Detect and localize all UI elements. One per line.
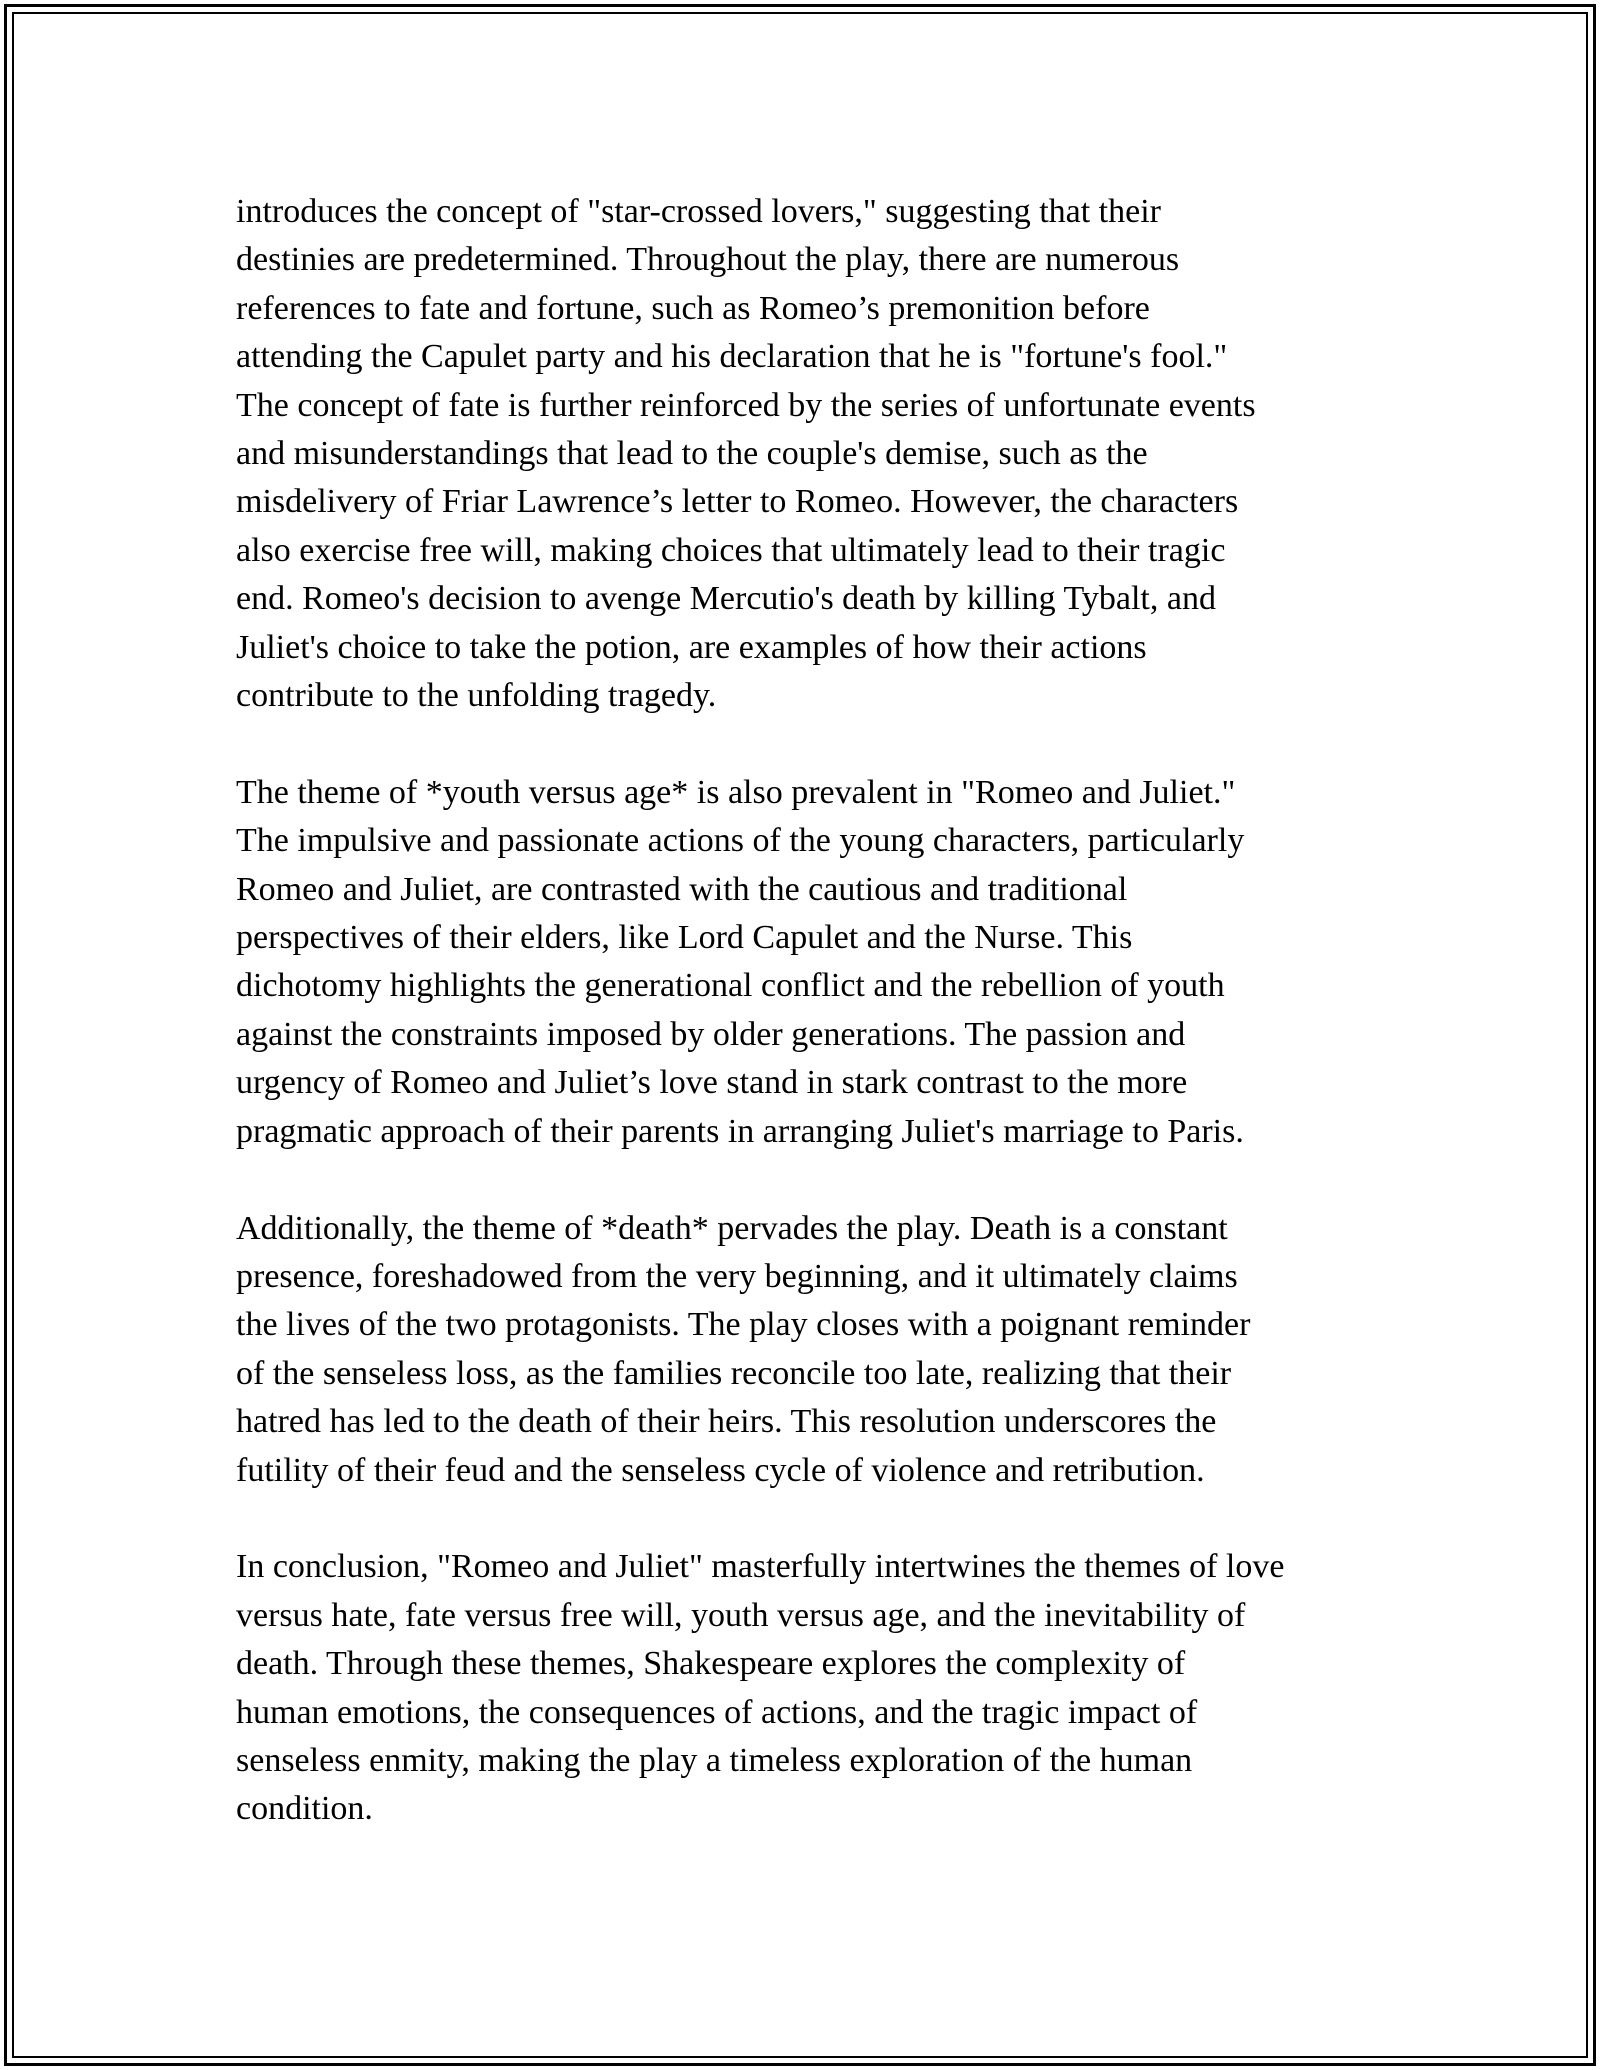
text-line: references to fate and fortune, such as Romeo’s premonition before <box>236 289 1150 327</box>
text-line: also exercise free will, making choices that ultimately lead to their tragic <box>236 531 1226 569</box>
text-line: human emotions, the consequences of actions, and the tragic impact of <box>236 1693 1198 1731</box>
text-line: hatred has led to the death of their heirs. This resolution underscores the <box>236 1403 1217 1441</box>
text-line: misdelivery of Friar Lawrence’s letter to Romeo. However, the characters <box>236 483 1239 521</box>
text-line: death. Through these themes, Shakespeare explores the complexity of <box>236 1645 1186 1683</box>
text-line: senseless enmity, making the play a timeless exploration of the human <box>236 1741 1193 1779</box>
text-line: Juliet's choice to take the potion, are examples of how their actions <box>236 628 1147 666</box>
paragraph <box>236 1205 1396 1495</box>
text-line: dichotomy highlights the generational conflict and the rebellion of youth <box>236 967 1225 1005</box>
text-line: against the constraints imposed by older generations. The passion and <box>236 1015 1186 1053</box>
paragraph <box>236 188 1396 720</box>
text-line: introduces the concept of "star-crossed lovers," suggesting that their <box>236 193 1161 230</box>
text-line: The concept of fate is further reinforced by the series of unfortunate events <box>236 386 1256 424</box>
text-line: attending the Capulet party and his declaration that he is "fortune's fool." <box>236 338 1228 376</box>
text-line: futility of their feud and the senseless cycle of violence and retribution. <box>236 1451 1205 1489</box>
text-line: pragmatic approach of their parents in arranging Juliet's marriage to Paris. <box>236 1112 1244 1150</box>
text-line: Romeo and Juliet, are contrasted with the cautious and traditional <box>236 870 1128 908</box>
text-line: urgency of Romeo and Juliet’s love stand in stark contrast to the more <box>236 1064 1188 1102</box>
text-line: and misunderstandings that lead to the couple's demise, such as the <box>236 435 1148 473</box>
paragraph <box>236 1543 1396 1833</box>
text-line: In conclusion, "Romeo and Juliet" masterfully intertwines the themes of love <box>236 1548 1285 1586</box>
text-line: presence, foreshadowed from the very beginning, and it ultimately claims <box>236 1257 1238 1295</box>
text-line: perspectives of their elders, like Lord Capulet and the Nurse. This <box>236 919 1133 957</box>
document-body <box>236 188 1396 1882</box>
text-line: end. Romeo's decision to avenge Mercutio's death by killing Tybalt, and <box>236 580 1216 618</box>
text-line: the lives of the two protagonists. The play closes with a poignant reminder <box>236 1306 1251 1344</box>
text-line: contribute to the unfolding tragedy. <box>236 677 717 715</box>
text-line: condition. <box>236 1790 373 1828</box>
text-line: The impulsive and passionate actions of the young characters, particularly <box>236 822 1245 860</box>
paragraph <box>236 769 1396 1156</box>
text-line: Additionally, the theme of *death* pervades the play. Death is a constant <box>236 1209 1228 1247</box>
text-line: The theme of *youth versus age* is also prevalent in "Romeo and Juliet." <box>236 773 1236 811</box>
text-line: versus hate, fate versus free will, youth versus age, and the inevitability of <box>236 1596 1246 1634</box>
text-line: of the senseless loss, as the families reconcile too late, realizing that their <box>236 1354 1232 1392</box>
text-line: destinies are predetermined. Throughout the play, there are numerous <box>236 241 1180 279</box>
